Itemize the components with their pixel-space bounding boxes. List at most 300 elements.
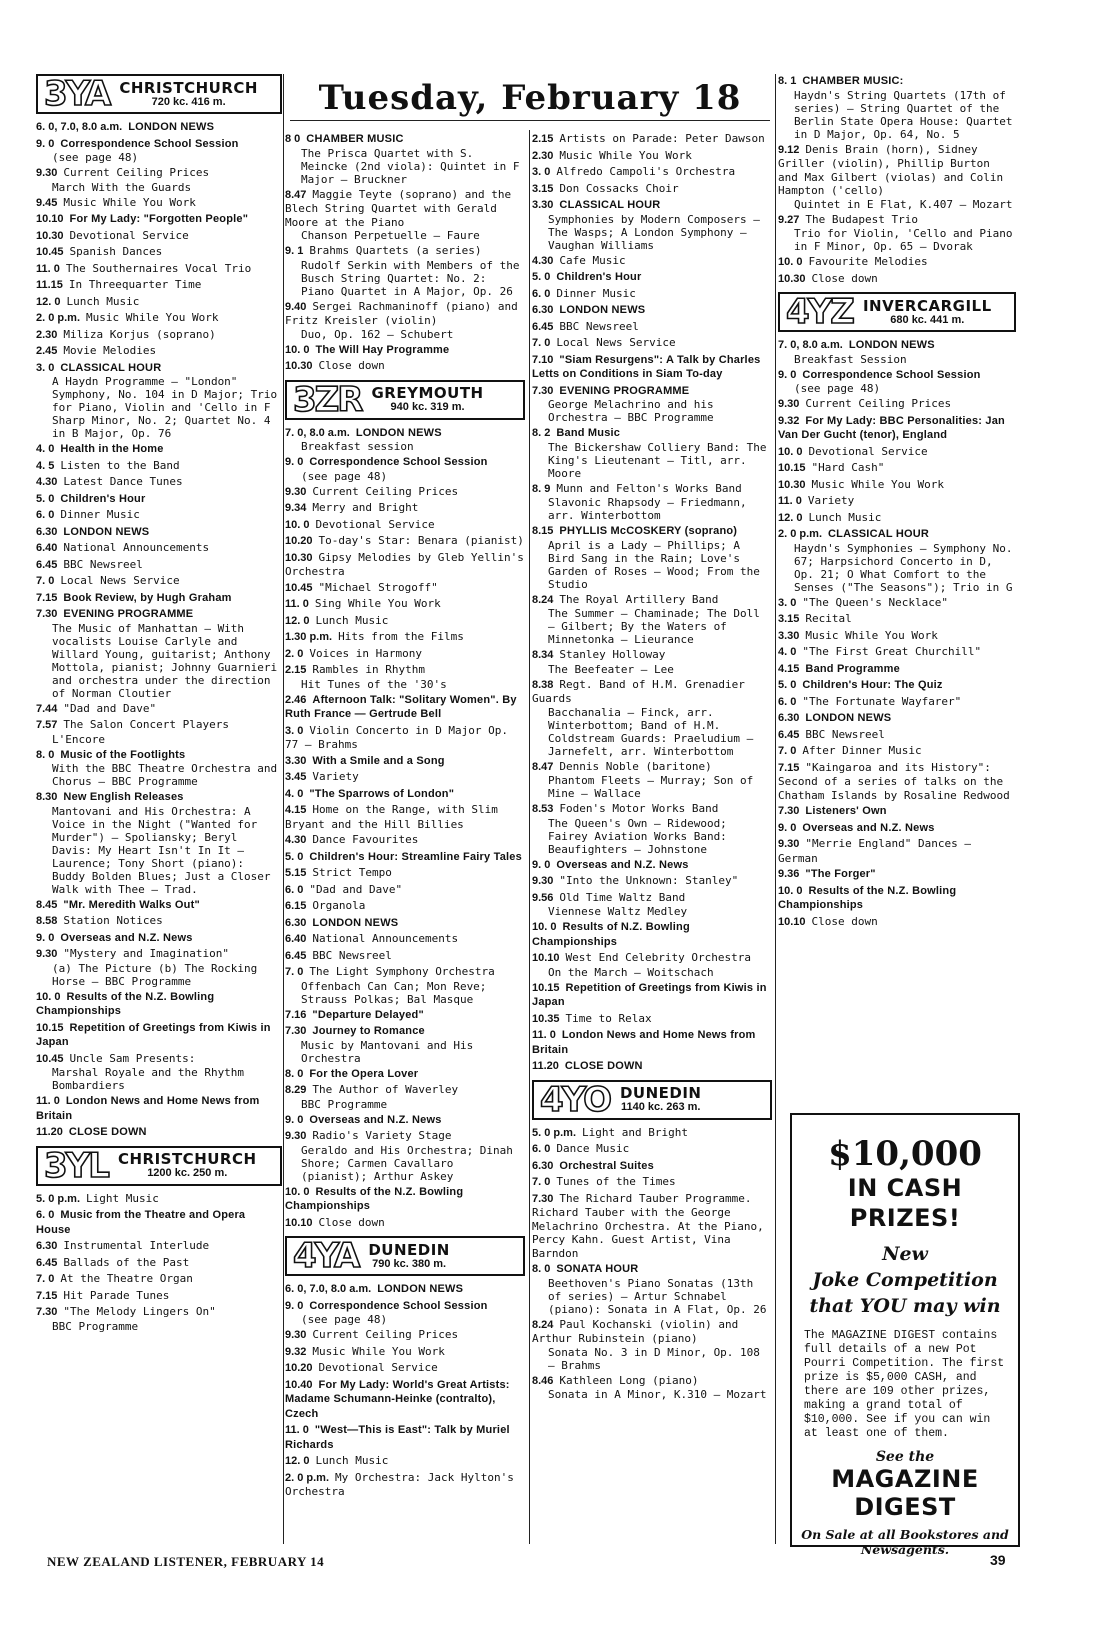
- schedule-entry: [285, 1083, 525, 1111]
- entry-time: 8.34: [532, 649, 554, 661]
- entry-time: 7. 0: [778, 745, 797, 757]
- schedule-entry: [285, 647, 525, 662]
- entry-time: 9. 0: [285, 456, 304, 468]
- entry-title: Listeners' Own: [805, 805, 887, 817]
- entry-details: Hit Tunes of the '30's: [301, 677, 447, 691]
- entry-details: On the March — Woitschach: [548, 965, 714, 979]
- entry-time: 2.30: [36, 328, 58, 341]
- entry-title: After Dinner Music: [802, 744, 922, 757]
- entry-title: Close down: [318, 1215, 385, 1229]
- entry-time: 10. 0: [778, 445, 803, 458]
- ad-tagline-competition: Joke Competition: [812, 1269, 998, 1291]
- entry-title: EVENING PROGRAMME: [559, 384, 690, 397]
- entry-title: BBC Newsreel: [63, 557, 143, 571]
- schedule-entry: [532, 593, 772, 647]
- entry-time: 9.12: [778, 143, 800, 156]
- entry-time: 9.30: [285, 485, 307, 498]
- schedule-entry: [532, 1012, 772, 1027]
- schedule-entry: [778, 511, 1016, 526]
- entry-title: Dance Music: [556, 1142, 630, 1155]
- entry-title: Music While You Work: [86, 311, 219, 324]
- entry-title: Local News Service: [60, 574, 180, 587]
- entry-details: Chanson Perpetuelle — Faure: [301, 229, 480, 242]
- entry-time: 8.47: [285, 188, 307, 201]
- entry-title: Results of the N.Z. Bowling Championships: [778, 884, 957, 911]
- station-name: INVERCARGILL: [862, 296, 992, 315]
- entry-time: 6.30: [532, 1159, 554, 1172]
- entry-time: 8. 0: [36, 748, 55, 761]
- entry-title: Music While You Work: [312, 1344, 445, 1358]
- entry-time: 7.30: [532, 1192, 554, 1205]
- entry-title: Violin Concerto in D Major Op. 77 — Brahms: [285, 723, 509, 751]
- entry-title: "Hard Cash": [811, 461, 885, 474]
- station-name: DUNEDIN: [619, 1084, 702, 1102]
- schedule-entry: [778, 821, 1016, 836]
- schedule-entry: [778, 368, 1016, 396]
- entry-time: 12. 0: [285, 614, 310, 627]
- station-header-3yl: [36, 1146, 282, 1186]
- entry-title: Overseas and N.Z. News: [309, 1113, 442, 1126]
- schedule-entry: [532, 1262, 772, 1316]
- entry-title: Sing While You Work: [314, 597, 441, 610]
- entry-title: Current Ceiling Prices: [312, 1328, 459, 1341]
- entry-time: 8. 1: [778, 75, 797, 87]
- entry-title: "The Fortunate Wayfarer": [802, 694, 962, 708]
- schedule-entry: [285, 518, 525, 533]
- entry-time: 10.45: [36, 1052, 64, 1065]
- schedule-entry: [285, 581, 525, 596]
- entry-title: LONDON NEWS: [805, 712, 892, 724]
- entry-time: 8. 0: [532, 1263, 551, 1275]
- schedule-entry: [285, 1282, 525, 1297]
- schedule-entry: [532, 149, 772, 164]
- schedule-entry: [36, 361, 282, 441]
- entry-title: The Will Hay Programme: [315, 343, 450, 356]
- schedule-entry: [778, 414, 1016, 443]
- schedule-entry: [36, 748, 282, 789]
- schedule-entry: [778, 915, 1016, 930]
- entry-title: Devotional Service: [69, 228, 189, 242]
- entry-details: BBC Programme: [52, 1319, 139, 1333]
- schedule-entry: [285, 693, 525, 722]
- entry-title: The Richard Tauber Programme. Richard Tauber with the George Melachrino Orchestra. At the Piano, Percy Kahn. Guest Artist, Vina Barndon: [532, 1191, 764, 1260]
- entry-time: 3.30: [285, 754, 307, 767]
- schedule-entry: [36, 245, 282, 260]
- schedule-entry: [778, 612, 1016, 627]
- schedule-entry: [778, 143, 1016, 211]
- schedule-entry: [778, 662, 1016, 677]
- entry-time: 7.10: [532, 353, 554, 366]
- entry-time: 7. 0: [532, 337, 551, 349]
- entry-title: For My Lady: "Forgotten People": [69, 213, 249, 225]
- entry-title: Children's Hour: The Quiz: [802, 679, 943, 691]
- entry-title: Close down: [318, 359, 385, 372]
- entry-title: Listen to the Band: [60, 458, 180, 472]
- entry-title: The Royal Artillery Band: [559, 592, 719, 606]
- schedule-entry: [36, 120, 282, 135]
- schedule-entry: [36, 442, 282, 457]
- schedule-entry: [36, 459, 282, 474]
- entry-time: 9.27: [778, 213, 800, 226]
- schedule-entry: [36, 1256, 282, 1271]
- entry-time: 3. 0: [36, 361, 55, 374]
- entry-title: Gipsy Melodies by Gleb Yellin's Orchestra: [285, 550, 524, 578]
- entry-title: Music from the Theatre and Opera House: [36, 1209, 246, 1236]
- schedule-entry: [778, 744, 1016, 759]
- entry-title: "Dad and Dave": [309, 882, 403, 896]
- entry-title: Variety: [807, 494, 855, 507]
- schedule-entry: [285, 551, 525, 579]
- entry-time: 5.15: [285, 867, 307, 879]
- entry-time: 3.45: [285, 771, 307, 783]
- entry-title: LONDON NEWS: [63, 525, 150, 538]
- schedule-entry: [285, 965, 525, 1006]
- entry-details: The Prisca Quartet with S. Meincke (2nd viola): Quintet in F Major — Bruckner: [301, 146, 520, 186]
- entry-time: 8.29: [285, 1084, 307, 1096]
- schedule-entry: [778, 645, 1016, 660]
- column-1: [36, 74, 282, 1544]
- entry-title: Health in the Home: [60, 443, 164, 455]
- schedule-entry: [532, 1192, 772, 1261]
- schedule-entry: [36, 137, 282, 165]
- schedule-entry: [36, 344, 282, 359]
- entry-title: Current Ceiling Prices: [805, 397, 952, 410]
- schedule-entry: [285, 132, 525, 186]
- entry-title: Rambles in Rhythm: [312, 663, 426, 676]
- entry-time: 8 0: [285, 133, 301, 145]
- station-name: CHRISTCHURCH: [119, 78, 258, 97]
- schedule-entry: [532, 858, 772, 873]
- schedule-entry: [285, 1454, 525, 1469]
- station-frequency: 1140 kc. 263 m.: [620, 1101, 701, 1113]
- schedule-entry: [285, 724, 525, 752]
- schedule-entry: [532, 270, 772, 285]
- entry-title: Spanish Dances: [69, 245, 163, 258]
- entry-time: 10. 0: [36, 990, 61, 1003]
- page-number: 39: [990, 1552, 1006, 1568]
- entry-time: 10.30: [285, 360, 313, 372]
- schedule-entry: [36, 229, 282, 244]
- entry-details: Geraldo and His Orchestra; Dinah Shore; Carmen Cavallaro (pianist); Arthur Askey: [301, 1143, 513, 1183]
- entry-time: 4. 0: [36, 443, 55, 455]
- entry-title: Overseas and N.Z. News: [60, 931, 193, 944]
- schedule-entry: [778, 478, 1016, 493]
- entry-time: 9. 1: [285, 245, 304, 257]
- schedule-entry: [778, 527, 1016, 594]
- entry-time: 10.15: [778, 462, 806, 474]
- schedule-entry: [285, 1113, 525, 1128]
- entry-title: In Threequarter Time: [68, 278, 202, 291]
- entry-time: 11. 0: [532, 1029, 556, 1041]
- entry-details: Rudolf Serkin with Members of the Busch String Quartet: No. 2: Piano Quartet in A Major, Op. 26: [301, 258, 520, 298]
- entry-title: Brahms Quartets (a series): [309, 244, 482, 257]
- schedule-entry: [532, 132, 772, 147]
- entry-details: (a) The Picture (b) The Rocking Horse — BBC Programme: [52, 961, 258, 988]
- entry-details: Offenbach Can Can; Mon Reve; Strauss Polkas; Bal Masque: [301, 979, 487, 1006]
- entry-time: 7.16: [285, 1008, 307, 1021]
- schedule-entry: [285, 300, 525, 341]
- schedule-entry: [285, 614, 525, 629]
- schedule-entry: [285, 1328, 525, 1343]
- schedule-entry: [285, 850, 525, 865]
- entry-title: Correspondence School Session: [309, 1299, 488, 1312]
- schedule-entry: [778, 397, 1016, 412]
- entry-time: 10.45: [285, 581, 313, 594]
- schedule-entry: [285, 1471, 525, 1499]
- schedule-entry: [778, 213, 1016, 254]
- entry-title: Denis Brain (horn), Sidney Griller (violin), Phillip Burton and Max Gilbert (violas) and Colin Hampton ('cello): [778, 142, 1004, 197]
- entry-time: 7. 0: [36, 1273, 55, 1285]
- entry-time: 8.45: [36, 898, 58, 911]
- schedule-entry: [778, 629, 1016, 644]
- entry-time: 4.15: [778, 662, 800, 675]
- entry-title: At the Theatre Organ: [60, 1272, 193, 1285]
- entry-title: "Mr. Meredith Walks Out": [63, 898, 200, 911]
- schedule-entry: [285, 1067, 525, 1082]
- entry-details: Viennese Waltz Medley: [548, 905, 688, 918]
- entry-title: CLOSE DOWN: [68, 1126, 147, 1138]
- schedule-entry: [532, 678, 772, 758]
- schedule-entry: [36, 1208, 282, 1237]
- entry-title: London News and Home News from Britain: [532, 1029, 756, 1056]
- entry-time: 5. 0: [285, 850, 304, 863]
- entry-time: 10.35: [532, 1012, 560, 1025]
- station-header-4yz: [778, 292, 1016, 332]
- station-header-4yo: [532, 1080, 772, 1120]
- entry-title: Current Ceiling Prices: [312, 484, 459, 498]
- entry-title: LONDON NEWS: [559, 304, 646, 316]
- schedule-entry: [778, 837, 1016, 865]
- entry-title: My Orchestra: Jack Hylton's Orchestra: [285, 1470, 514, 1498]
- schedule-entry: [285, 1423, 525, 1452]
- schedule-entry: [285, 1129, 525, 1183]
- column-3: [532, 132, 772, 1544]
- schedule-entry: [36, 196, 282, 211]
- entry-time: 6. 0: [36, 509, 55, 521]
- entry-time: 10. 0: [285, 343, 310, 356]
- schedule-entry: [285, 1216, 525, 1231]
- schedule-entry: [36, 212, 282, 227]
- entry-title: Sergei Rachmaninoff (piano) and Fritz Kreisler (violin): [285, 299, 518, 327]
- schedule-entry: [285, 1299, 525, 1327]
- entry-title: Lunch Music: [315, 613, 389, 627]
- station-header-3zr: [285, 380, 525, 420]
- entry-time: 3. 0: [778, 596, 797, 609]
- entry-time: 6. 0: [532, 287, 551, 300]
- station-call-sign: 3YA: [44, 74, 110, 114]
- column-rule-3: [775, 74, 776, 1544]
- entry-time: 3. 0: [532, 166, 551, 178]
- entry-time: 6.15: [285, 900, 307, 912]
- schedule-entry: [36, 898, 282, 913]
- column-rule-1: [283, 74, 284, 1544]
- schedule-entry: [532, 1126, 772, 1141]
- schedule-entry: [778, 74, 1016, 141]
- entry-details: Phantom Fleets — Murray; Son of Mine — Wallace: [548, 774, 754, 800]
- schedule-entry: [36, 295, 282, 310]
- schedule-entry: [36, 1021, 282, 1050]
- entry-time: 11. 0: [36, 1095, 60, 1107]
- entry-title: Close down: [811, 271, 878, 285]
- entry-title: For the Opera Lover: [309, 1067, 419, 1080]
- entry-title: "The Melody Lingers On": [63, 1305, 216, 1318]
- entry-title: Merry and Bright: [312, 501, 419, 514]
- station-call-sign: 4YO: [540, 1079, 610, 1120]
- entry-time: 10. 0: [778, 256, 803, 268]
- entry-title: "Departure Delayed": [312, 1008, 424, 1021]
- entry-title: Light Music: [86, 1191, 159, 1205]
- entry-title: Journey to Romance: [312, 1025, 425, 1037]
- schedule-entry: [778, 867, 1016, 882]
- entry-time: 9. 0: [285, 1113, 304, 1126]
- entry-time: 4.30: [285, 834, 307, 846]
- entry-time: 3.15: [778, 613, 800, 625]
- entry-title: LONDON NEWS: [848, 339, 935, 351]
- entry-time: 8. 2: [532, 427, 551, 439]
- entry-time: 6. 0: [532, 1143, 551, 1155]
- schedule-list-3yl-evening: [285, 132, 525, 374]
- entry-time: 8.46: [532, 1374, 554, 1387]
- entry-title: Correspondence School Session: [802, 368, 981, 381]
- entry-title: For My Lady: World's Great Artists: Madame Schumann-Heinke (contralto), Czech: [285, 1378, 510, 1420]
- entry-title: "West—This is East": Talk by Muriel Richards: [285, 1424, 510, 1451]
- column-4: [778, 74, 1016, 1110]
- entry-title: "The First Great Churchill": [802, 645, 982, 658]
- schedule-entry: [285, 883, 525, 898]
- schedule-entry: [532, 426, 772, 480]
- entry-time: 10. 0: [285, 1185, 310, 1198]
- entry-title: Orchestral Suites: [559, 1159, 654, 1172]
- entry-time: 7.15: [36, 591, 58, 604]
- schedule-entry: [36, 574, 282, 589]
- entry-title: Children's Hour: Streamline Fairy Tales: [309, 850, 522, 863]
- station-frequency: 940 kc. 319 m.: [390, 401, 465, 413]
- entry-title: The Budapest Trio: [805, 212, 919, 226]
- entry-time: 2.15: [532, 133, 554, 145]
- entry-time: 9. 0: [532, 858, 551, 871]
- schedule-entry: [532, 1374, 772, 1402]
- entry-details: Quintet in E Flat, K.407 — Mozart: [794, 197, 1013, 211]
- entry-time: 10. 0: [532, 921, 557, 933]
- entry-time: 9.56: [532, 891, 554, 904]
- magazine-digest-advertisement: [790, 1113, 1020, 1557]
- entry-time: 12. 0: [285, 1455, 310, 1467]
- schedule-entry: [778, 728, 1016, 743]
- schedule-entry: [285, 866, 525, 881]
- schedule-entry: [285, 630, 525, 645]
- schedule-entry: [532, 1318, 772, 1372]
- entry-title: Overseas and N.Z. News: [802, 821, 935, 834]
- schedule-entry: [285, 949, 525, 964]
- station-call-sign: 4YA: [293, 1236, 359, 1276]
- entry-time: 9. 0: [778, 821, 797, 834]
- schedule-list-4yo-late: [778, 74, 1016, 286]
- entry-time: 9. 0: [285, 1299, 304, 1312]
- schedule-entry: [778, 678, 1016, 693]
- schedule-entry: [532, 1159, 772, 1174]
- station-name: GREYMOUTH: [371, 384, 484, 402]
- schedule-entry: [36, 718, 282, 746]
- entry-title: "Merrie England" Dances — German: [778, 837, 971, 865]
- entry-details: The Music of Manhattan — With vocalists Louise Carlyle and Willard Young, guitarist; Anthony Mottola, pianist; Johnny Guarnieri and orchestra under the direction of Norman Cloutier: [52, 621, 278, 700]
- entry-title: Music While You Work: [559, 148, 692, 162]
- entry-title: New English Releases: [63, 791, 184, 803]
- entry-time: 10. 0: [285, 518, 310, 531]
- entry-time: 6.30: [36, 525, 58, 538]
- entry-title: "Kaingaroa and its History": Second of a series of talks on the Chatham Islands by Rosaline Redwood: [778, 760, 1010, 802]
- schedule-entry: [778, 695, 1016, 710]
- entry-title: LONDON NEWS: [377, 1283, 464, 1295]
- entry-details: (see page 48): [794, 382, 881, 395]
- entry-time: 8. 9: [532, 482, 551, 495]
- schedule-entry: [778, 884, 1016, 913]
- entry-details: A Haydn Programme — "London" Symphony, No. 104 in D Major; Trio for Piano, Violin and 'Cello in F Sharp Minor, No. 2; Quartet No. 4 in B Major, Op. 76: [52, 375, 278, 440]
- entry-time: 10.40: [285, 1378, 313, 1391]
- entry-title: Correspondence School Session: [60, 137, 239, 150]
- column-2: [285, 132, 525, 1544]
- entry-title: Hits from the Films: [338, 630, 464, 643]
- entry-time: 6.30: [532, 304, 554, 316]
- entry-time: 7.30: [36, 608, 58, 620]
- entry-time: 6.45: [285, 949, 307, 962]
- entry-title: Don Cossacks Choir: [559, 181, 679, 195]
- entry-title: Kathleen Long (piano): [559, 1373, 699, 1387]
- entry-title: Results of N.Z. Bowling Championships: [532, 921, 690, 948]
- entry-time: 4.30: [532, 254, 554, 267]
- ad-tagline-new: New: [882, 1243, 928, 1265]
- entry-title: To-day's Star: Benara (pianist): [318, 534, 524, 547]
- page-date-headline: Tuesday, February 18: [318, 78, 742, 118]
- entry-title: CHAMBER MUSIC: [306, 133, 404, 145]
- entry-time: 5. 0: [532, 271, 551, 283]
- entry-title: Recital: [805, 612, 852, 625]
- entry-title: Ballads of the Past: [63, 1255, 190, 1269]
- entry-time: 6.45: [36, 1256, 58, 1269]
- entry-title: London News and Home News from Britain: [36, 1095, 260, 1122]
- entry-time: 8. 0: [285, 1067, 304, 1080]
- entry-title: CHAMBER MUSIC:: [802, 75, 904, 87]
- entry-title: Afternoon Talk: "Solitary Women". By Ruth France — Gertrude Bell: [285, 693, 517, 720]
- schedule-entry: [778, 272, 1016, 287]
- entry-time: 7. 0: [532, 1176, 551, 1188]
- entry-time: 9.30: [36, 948, 58, 960]
- entry-title: CLASSICAL HOUR: [828, 528, 930, 540]
- entry-time: 9.30: [285, 1329, 307, 1341]
- schedule-list-3yl: [36, 1192, 282, 1333]
- schedule-entry: [778, 461, 1016, 476]
- entry-title: The Salon Concert Players: [63, 718, 229, 731]
- schedule-entry: [532, 254, 772, 269]
- entry-time: 9.34: [285, 502, 307, 514]
- entry-time: 10.30: [285, 551, 313, 564]
- schedule-entry: [285, 1378, 525, 1422]
- entry-title: Correspondence School Session: [309, 456, 488, 468]
- schedule-entry: [36, 492, 282, 507]
- entry-time: 7.44: [36, 702, 58, 715]
- schedule-entry: [285, 754, 525, 769]
- entry-time: 2. 0 p.m.: [778, 528, 823, 540]
- entry-time: 3.30: [532, 199, 554, 211]
- entry-time: 2. 0 p.m.: [285, 1471, 330, 1484]
- entry-time: 7.30: [285, 1025, 307, 1037]
- entry-time: 6. 0: [285, 883, 304, 896]
- schedule-entry: [285, 485, 525, 500]
- ad-tagline-win: that YOU may win: [809, 1295, 1001, 1317]
- schedule-entry: [36, 990, 282, 1019]
- schedule-entry: [532, 981, 772, 1010]
- entry-time: 11.20: [532, 1060, 559, 1072]
- schedule-list-4ya: [285, 1282, 525, 1499]
